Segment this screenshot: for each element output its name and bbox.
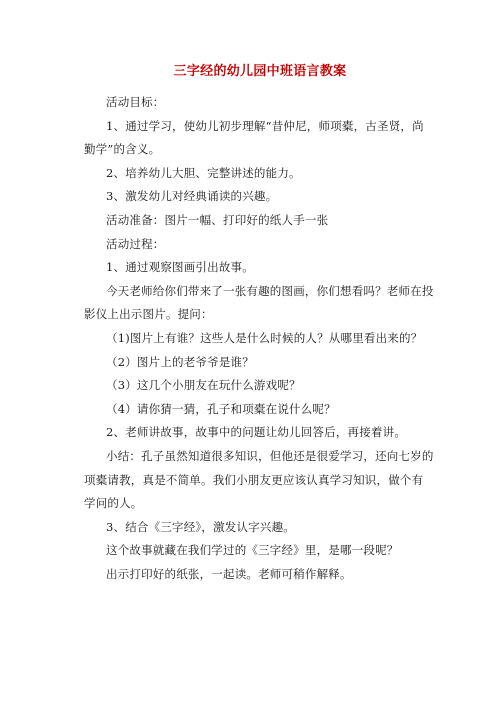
paragraph-question-1: （1)图片上有谁？这些人是什么时候的人？从哪里看出来的？	[106, 330, 423, 345]
paragraph-question-2: （2）图片上的老爷爷是谁？	[106, 354, 254, 369]
document-title: 三字经的幼儿园中班语言教案	[173, 64, 347, 79]
paragraph-reading: 出示打印好的纸张，一起读。老师可稍作解释。	[106, 566, 352, 581]
paragraph-intro: 今天老师给你们带来了一张有趣的图画，你们想看吗？老师在投影仪上出示图片。提问：	[84, 283, 434, 322]
paragraph-story-source: 这个故事就藏在我们学过的《三字经》里，是哪一段呢？	[106, 543, 399, 558]
paragraph-objectives-heading: 活动目标：	[106, 95, 165, 109]
paragraph-step-3: 3、结合《三字经》，激发认字兴趣。	[106, 519, 295, 534]
paragraph-summary: 小结：孔子虽然知道很多知识，但他还是很爱学习，还向七岁的项橐请教，真是不简单。我们小朋友更应该认真学习知识，做个有学问的人。	[84, 448, 434, 511]
paragraph-step-1: 1、通过观察图画引出故事。	[106, 260, 254, 275]
paragraph-preparation: 活动准备：图片一幅、打印好的纸人手一张	[106, 212, 329, 227]
paragraph-question-4: （4）请你猜一猜，孔子和项橐在说什么呢？	[106, 401, 336, 416]
paragraph-step-2: 2、老师讲故事，故事中的问题让幼儿回答后，再接着讲。	[106, 425, 407, 440]
paragraph-question-3: （3）这几个小朋友在玩什么游戏呢？	[106, 378, 301, 393]
paragraph-process-heading: 活动过程：	[106, 236, 165, 251]
paragraph-objective-1: 1、通过学习，使幼儿初步理解“昔仲尼，师项橐，古圣贤，尚勤学”的含义。	[84, 118, 424, 157]
paragraph-objective-3: 3、激发幼儿对经典诵读的兴趣。	[106, 189, 278, 204]
paragraph-objective-2: 2、培养幼儿大胆、完整讲述的能力。	[106, 165, 301, 180]
